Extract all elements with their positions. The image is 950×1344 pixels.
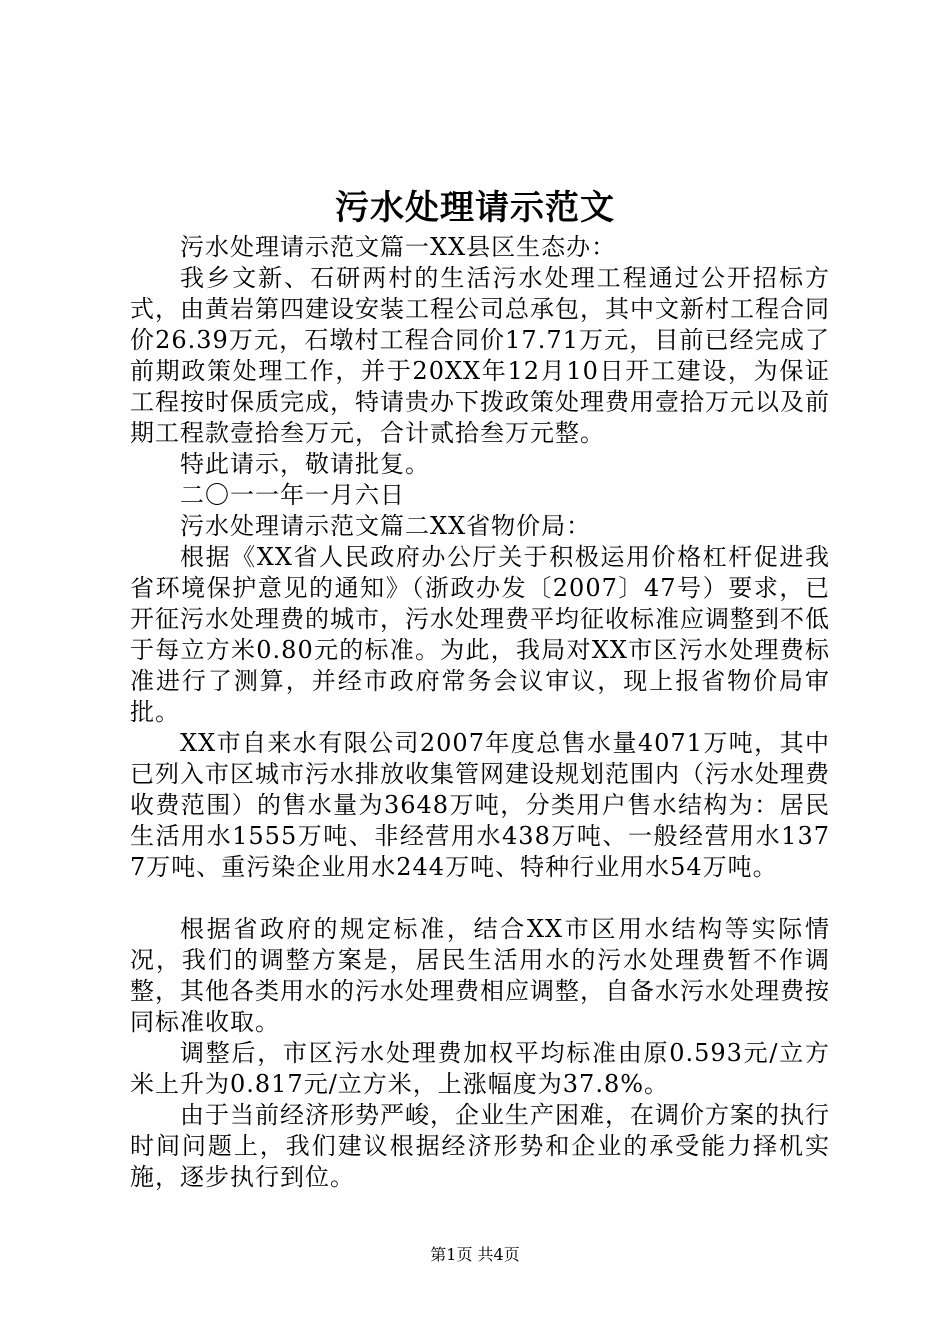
body-paragraph: XX市自来水有限公司2007年度总售水量4071万吨，其中已列入市区城市污水排放收集管网建设规划范围内（污水处理费收费范围）的售水量为3648万吨，分类用户售水结构为：居民生活用水1555万吨、非经营用水438万吨、一般经营用水1377万吨、重污染企业用水244万吨、特种行业用水54万吨。	[130, 729, 830, 881]
body-paragraph: 调整后，市区污水处理费加权平均标准由原0.593元/立方米上升为0.817元/立方米，上涨幅度为37.8%。	[130, 1039, 830, 1098]
date-paragraph: 二〇一一年一月六日	[180, 481, 405, 509]
closing-paragraph: 特此请示，敬请批复。	[180, 450, 430, 478]
document-title: 污水处理请示范文	[335, 188, 615, 228]
salutation-paragraph: 污水处理请示范文篇二XX省物价局：	[180, 512, 592, 540]
document-body	[130, 232, 830, 1193]
body-paragraph: 我乡文新、石研两村的生活污水处理工程通过公开招标方式，由黄岩第四建设安装工程公司总承包，其中文新村工程合同价26.39万元，石墩村工程合同价17.71万元，目前已经完成了前期政策处理工作，并于20XX年12月10日开工建设，为保证工程按时保质完成，特请贵办下拨政策处理费用壹拾万元以及前期工程款壹拾叁万元，合计贰拾叁万元整。	[130, 264, 830, 447]
body-paragraph: 由于当前经济形势严峻，企业生产困难，在调价方案的执行时间问题上，我们建议根据经济形势和企业的承受能力择机实施，逐步执行到位。	[130, 1101, 830, 1191]
salutation-paragraph: 污水处理请示范文篇一XX县区生态办：	[180, 233, 617, 261]
body-paragraph: 根据《XX省人民政府办公厅关于积极运用价格杠杆促进我省环境保护意见的通知》（浙政办发〔2007〕47号）要求，已开征污水处理费的城市，污水处理费平均征收标准应调整到不低于每立方米0.80元的标准。为此，我局对XX市区污水处理费标准进行了测算，并经市政府常务会议审议，现上报省物价局审批。	[130, 543, 830, 726]
page-number-footer: 第1页 共4页	[430, 1245, 520, 1264]
body-paragraph: 根据省政府的规定标准，结合XX市区用水结构等实际情况，我们的调整方案是，居民生活用水的污水处理费暂不作调整，其他各类用水的污水处理费相应调整，自备水污水处理费按同标准收取。	[130, 915, 830, 1036]
